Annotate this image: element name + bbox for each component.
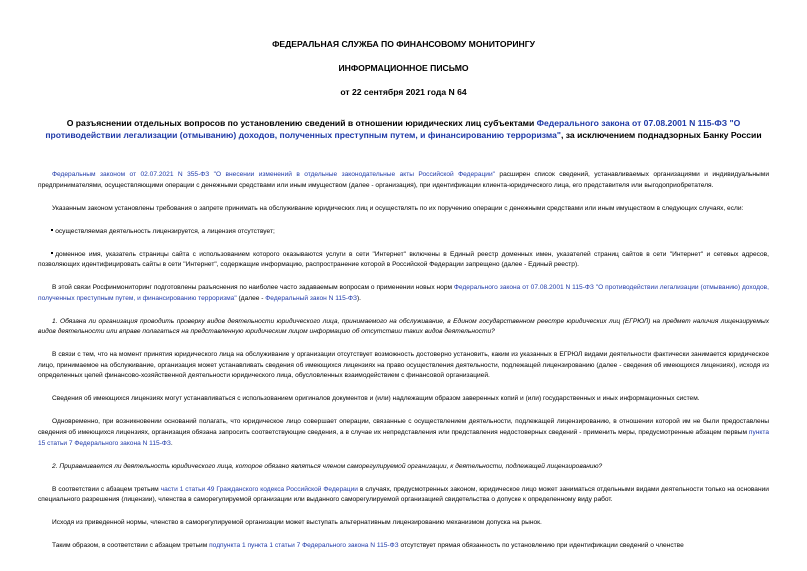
bullet-item (38, 227, 769, 238)
question-2: 2. Приравнивается ли деятельность юридического лица, которое обязано являться членом саморегулируемой организации, к деятельности, подлежащей лицензированию? (52, 462, 603, 470)
bullet-text: осуществляемая деятельность лицензируется, а лицензия отсутствует; (55, 227, 275, 235)
paragraph (38, 417, 769, 449)
paragraph: В связи с тем, что на момент принятия юридического лица на обслуживание у организации отсутствует возможность достоверно установить, каким из указанных в ЕГРЮЛ видами деятельности фактически занимается юридическое лицо, принимаемое на обслуживание, организация может устанавливать сведения об имеющихся лицензиях на право осуществления деятельности, подлежащей лицензированию (далее - сведения об имеющихся лицензиях), исходя из определенных целей финансово-хозяйственной деятельности юридического лица, обусловленных взаимодействием с финансовой организацией. (38, 351, 769, 380)
paragraph: Исходя из приведенной нормы, членство в саморегулируемой организации может выступать альтернативным лицензированию механизмом допуска на рынок. (52, 519, 542, 527)
law-link[interactable]: Федерального закона от 07.08.2001 N 115-ФЗ "О противодействии легализации (отмыванию) доходов, полученных преступным путем, и финансированию терроризма" (38, 284, 769, 302)
law-link[interactable]: Федеральный закон N 115-ФЗ (265, 294, 357, 302)
paragraph-text: В этой связи Росфинмониторинг подготовлены разъяснения по наиболее часто задаваемым вопросам о применении новых норм (52, 284, 454, 292)
paragraph: Указанным законом установлены требования о запрете принимать на обслуживание юридических лиц и осуществлять по их поручению операции с денежными средствами или иным имуществом в следующих случаях, если: (52, 204, 744, 212)
document-date-number: от 22 сентября 2021 года N 64 (340, 87, 467, 97)
document-type: ИНФОРМАЦИОННОЕ ПИСЬМО (338, 63, 469, 73)
bullet-icon (51, 252, 53, 254)
law-link[interactable]: пункта 15 статьи 7 Федерального закона N 115-ФЗ (38, 429, 769, 447)
agency-name: ФЕДЕРАЛЬНАЯ СЛУЖБА ПО ФИНАНСОВОМУ МОНИТОРИНГУ (272, 39, 535, 49)
law-link[interactable]: Федеральным законом от 02.07.2021 N 355-ФЗ "О внесении изменений в отдельные законодательные акты Российской Федерации" (52, 171, 495, 178)
paragraph-text: Таким образом, в соответствии с абзацем третьим (52, 542, 210, 550)
paragraph (38, 170, 769, 191)
question-1: 1. Обязана ли организация проводить проверку видов деятельности юридического лица, принимаемого на обслуживание, в Едином государственном реестре юридических лиц (ЕГРЮЛ) на предмет наличия лицензируемых видов деятельности или вправе полагаться на представленную юридическим лицом информацию об отсутствии таких видов деятельности? (38, 317, 769, 336)
document-body (38, 170, 769, 552)
paragraph-text: расширен список сведений, устанавливаемых организациями и индивидуальными предпринимателями, осуществляющими операции с денежными средствами или иным имуществом (далее - организация), при идентификации клиента-юридического лица, его представителя или выгодоприобретателя. (38, 171, 770, 189)
bullet-icon (51, 229, 53, 231)
paragraph (38, 485, 769, 506)
title-text-end: , за исключением поднадзорных Банку России (560, 129, 762, 140)
paragraph: Сведения об имеющихся лицензиях могут устанавливаться с использованием оригиналов документов и (или) надлежащим образом заверенных копий и (или) государственных и иных информационных систем. (52, 395, 700, 403)
bullet-item (38, 250, 769, 271)
title-text-start: О разъяснении отдельных вопросов по установлению сведений в отношении юридических лиц субъектами (66, 118, 537, 128)
paragraph-text: отсутствует прямая обязанность по установлению при идентификации сведений о членстве (398, 542, 684, 550)
law-link[interactable]: части 1 статьи 49 Гражданского кодекса Российской Федерации (160, 485, 358, 493)
paragraph-text: (далее - (236, 294, 266, 302)
paragraph-text: Одновременно, при возникновении оснований полагать, что юридическое лицо совершает операции, связанные с осуществлением деятельности, подлежащей лицензированию, в отношении которой им не были предоставлены сведения об имеющихся лицензиях, организация обязана запросить соответствующие сведения, а в случае их непредставления или представления недостоверных сведений - применить меры, предусмотренные абзацем первым (38, 418, 769, 437)
title-law-link[interactable]: Федерального закона от 07.08.2001 N 115-ФЗ "О противодействии легализации (отмыванию) доходов, полученных преступным путем, и финансированию терроризма" (45, 118, 741, 140)
paragraph-text: В соответствии с абзацем третьим (52, 485, 161, 493)
bullet-text: доменное имя, указатель страницы сайта с использованием которого оказываются услуги в сети "Интернет" включены в Единый реестр доменных имен, указателей страниц сайтов в сети "Интернет" и сетевых адресов, позволяющих идентифицировать сайты в сети "Интернет", содержащие информацию, распространение которой в Российской Федерации запрещено (далее - Единый реестр). (38, 250, 769, 269)
paragraph-text: . (170, 439, 173, 447)
document-title (38, 118, 769, 141)
paragraph-text: ). (356, 294, 361, 302)
paragraph-text: в случаях, предусмотренных законом, юридическое лицо может заниматься отдельными видами деятельности только на основании специального разрешения (лицензии), членства в саморегулируемой организации или выданного саморегулируемой организацией свидетельства о допуске к определенному виду работ. (38, 485, 769, 504)
paragraph (38, 283, 769, 304)
paragraph (38, 541, 769, 552)
law-link[interactable]: подпункта 1 пункта 1 статьи 7 Федерального закона N 115-ФЗ (209, 542, 399, 550)
